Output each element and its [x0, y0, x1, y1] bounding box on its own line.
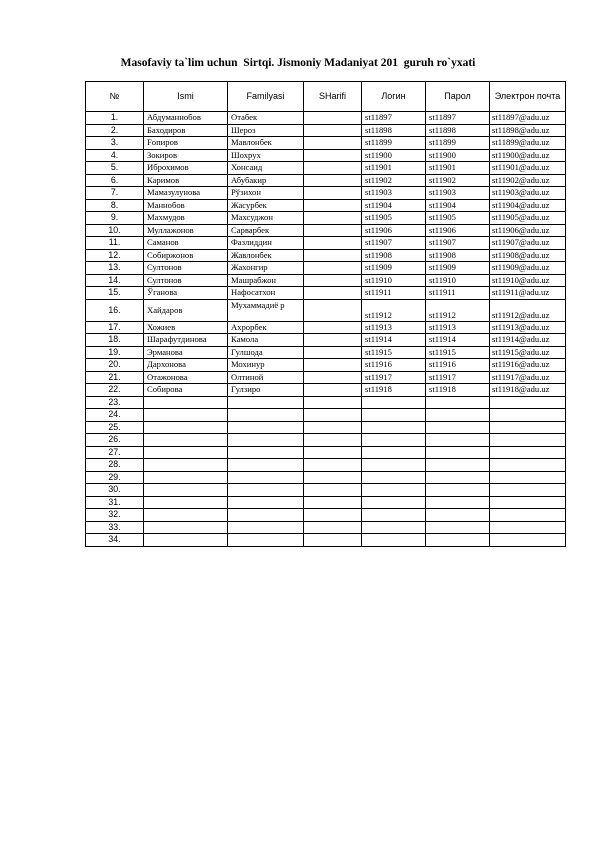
cell-parol: st11902: [426, 174, 490, 187]
cell-number: 13.: [86, 262, 144, 275]
cell-sharifi: [304, 521, 362, 534]
cell-number: 34.: [86, 534, 144, 547]
table-row: [86, 321, 566, 334]
cell-email: st11903@adu.uz: [490, 187, 566, 200]
cell-login: st11912: [362, 299, 426, 321]
cell-login: [362, 446, 426, 459]
cell-familiyasi: [228, 409, 304, 422]
cell-sharifi: [304, 446, 362, 459]
cell-email: [490, 396, 566, 409]
cell-familiyasi: Махсуджон: [228, 212, 304, 225]
table-row: [86, 521, 566, 534]
cell-login: st11905: [362, 212, 426, 225]
table-row: [86, 149, 566, 162]
cell-familiyasi: [228, 446, 304, 459]
cell-email: [490, 484, 566, 497]
cell-sharifi: [304, 187, 362, 200]
cell-email: [490, 434, 566, 447]
cell-sharifi: [304, 371, 362, 384]
cell-email: st11913@adu.uz: [490, 321, 566, 334]
cell-number: 33.: [86, 521, 144, 534]
cell-parol: [426, 521, 490, 534]
cell-email: [490, 521, 566, 534]
cell-parol: [426, 446, 490, 459]
table-row: [86, 299, 566, 321]
cell-familiyasi: Рўзихон: [228, 187, 304, 200]
table-row: [86, 224, 566, 237]
cell-number: 29.: [86, 471, 144, 484]
cell-email: st11912@adu.uz: [490, 299, 566, 321]
cell-parol: st11905: [426, 212, 490, 225]
cell-familiyasi: Гулзиро: [228, 384, 304, 397]
table-row: [86, 371, 566, 384]
cell-sharifi: [304, 359, 362, 372]
table-row: [86, 199, 566, 212]
table-row: [86, 509, 566, 522]
cell-familiyasi: Абубакир: [228, 174, 304, 187]
cell-number: 7.: [86, 187, 144, 200]
cell-familiyasi: Сарварбек: [228, 224, 304, 237]
cell-email: st11909@adu.uz: [490, 262, 566, 275]
cell-number: 31.: [86, 496, 144, 509]
cell-sharifi: [304, 237, 362, 250]
table-row: [86, 446, 566, 459]
cell-familiyasi: Шохрух: [228, 149, 304, 162]
cell-login: st11918: [362, 384, 426, 397]
cell-number: 12.: [86, 249, 144, 262]
table-row: [86, 334, 566, 347]
cell-parol: st11918: [426, 384, 490, 397]
cell-sharifi: [304, 174, 362, 187]
cell-parol: st11911: [426, 287, 490, 300]
cell-number: 8.: [86, 199, 144, 212]
cell-parol: st11913: [426, 321, 490, 334]
cell-parol: st11901: [426, 162, 490, 175]
cell-number: 10.: [86, 224, 144, 237]
header-email: Электрон почта: [490, 82, 566, 112]
cell-login: [362, 421, 426, 434]
cell-login: [362, 484, 426, 497]
cell-email: st11911@adu.uz: [490, 287, 566, 300]
cell-ismi: Хайдаров: [144, 299, 228, 321]
table-row: [86, 187, 566, 200]
header-ismi: Ismi: [144, 82, 228, 112]
cell-number: 9.: [86, 212, 144, 225]
table-body: [86, 112, 566, 547]
cell-number: 21.: [86, 371, 144, 384]
cell-familiyasi: [228, 396, 304, 409]
cell-ismi: Отажонова: [144, 371, 228, 384]
header-parol: Парол: [426, 82, 490, 112]
cell-login: st11915: [362, 346, 426, 359]
cell-familiyasi: Жавлонбек: [228, 249, 304, 262]
cell-email: st11899@adu.uz: [490, 137, 566, 150]
cell-familiyasi: Хонсаид: [228, 162, 304, 175]
cell-login: st11906: [362, 224, 426, 237]
cell-parol: st11907: [426, 237, 490, 250]
cell-familiyasi: Камола: [228, 334, 304, 347]
cell-email: st11908@adu.uz: [490, 249, 566, 262]
cell-sharifi: [304, 334, 362, 347]
cell-ismi: Муллажонов: [144, 224, 228, 237]
cell-number: 19.: [86, 346, 144, 359]
cell-parol: [426, 396, 490, 409]
table-row: [86, 471, 566, 484]
cell-familiyasi: Шероз: [228, 124, 304, 137]
cell-sharifi: [304, 199, 362, 212]
cell-login: [362, 471, 426, 484]
cell-ismi: Собиржонов: [144, 249, 228, 262]
cell-login: [362, 496, 426, 509]
cell-sharifi: [304, 534, 362, 547]
cell-sharifi: [304, 287, 362, 300]
cell-parol: [426, 421, 490, 434]
cell-ismi: [144, 534, 228, 547]
cell-login: [362, 534, 426, 547]
cell-parol: [426, 434, 490, 447]
cell-parol: st11917: [426, 371, 490, 384]
cell-number: 5.: [86, 162, 144, 175]
cell-login: st11898: [362, 124, 426, 137]
cell-login: st11917: [362, 371, 426, 384]
table-row: [86, 212, 566, 225]
cell-parol: st11904: [426, 199, 490, 212]
cell-sharifi: [304, 409, 362, 422]
cell-email: [490, 446, 566, 459]
cell-sharifi: [304, 249, 362, 262]
table-row: [86, 484, 566, 497]
cell-sharifi: [304, 274, 362, 287]
cell-ismi: [144, 396, 228, 409]
cell-ismi: Шарафутдинова: [144, 334, 228, 347]
cell-ismi: Зокиров: [144, 149, 228, 162]
cell-sharifi: [304, 484, 362, 497]
cell-parol: st11912: [426, 299, 490, 321]
cell-ismi: [144, 446, 228, 459]
cell-email: [490, 459, 566, 472]
cell-parol: [426, 484, 490, 497]
cell-email: st11902@adu.uz: [490, 174, 566, 187]
cell-number: 16.: [86, 299, 144, 321]
cell-login: st11908: [362, 249, 426, 262]
cell-parol: st11898: [426, 124, 490, 137]
cell-ismi: Собирова: [144, 384, 228, 397]
table-row: [86, 409, 566, 422]
cell-parol: st11914: [426, 334, 490, 347]
table-row: [86, 496, 566, 509]
cell-number: 4.: [86, 149, 144, 162]
cell-sharifi: [304, 124, 362, 137]
cell-number: 24.: [86, 409, 144, 422]
cell-parol: st11897: [426, 112, 490, 125]
cell-number: 25.: [86, 421, 144, 434]
cell-login: [362, 409, 426, 422]
cell-email: [490, 496, 566, 509]
table-row: [86, 249, 566, 262]
table-row: [86, 287, 566, 300]
header-familiyasi: Familyasi: [228, 82, 304, 112]
cell-email: [490, 534, 566, 547]
cell-login: st11907: [362, 237, 426, 250]
cell-ismi: [144, 459, 228, 472]
cell-email: st11904@adu.uz: [490, 199, 566, 212]
cell-email: st11901@adu.uz: [490, 162, 566, 175]
cell-familiyasi: Фазлиддин: [228, 237, 304, 250]
table-row: [86, 124, 566, 137]
cell-ismi: [144, 509, 228, 522]
cell-email: st11906@adu.uz: [490, 224, 566, 237]
table-header-row: [86, 82, 566, 112]
cell-ismi: Саманов: [144, 237, 228, 250]
cell-parol: st11906: [426, 224, 490, 237]
cell-login: [362, 459, 426, 472]
cell-login: st11901: [362, 162, 426, 175]
cell-ismi: Султонов: [144, 274, 228, 287]
cell-email: [490, 421, 566, 434]
cell-login: st11911: [362, 287, 426, 300]
table-row: [86, 384, 566, 397]
cell-number: 18.: [86, 334, 144, 347]
cell-login: st11897: [362, 112, 426, 125]
page-title: Masofaviy ta`lim uchun Sirtqi. Jismoniy Madaniyat 201 guruh ro`yxati: [120, 57, 476, 69]
table-row: [86, 262, 566, 275]
cell-sharifi: [304, 299, 362, 321]
cell-parol: st11900: [426, 149, 490, 162]
cell-sharifi: [304, 112, 362, 125]
cell-email: [490, 509, 566, 522]
cell-ismi: Махмудов: [144, 212, 228, 225]
cell-parol: [426, 534, 490, 547]
cell-parol: st11909: [426, 262, 490, 275]
cell-ismi: [144, 496, 228, 509]
cell-sharifi: [304, 459, 362, 472]
table-row: [86, 534, 566, 547]
cell-familiyasi: Гулшода: [228, 346, 304, 359]
cell-email: st11910@adu.uz: [490, 274, 566, 287]
cell-sharifi: [304, 224, 362, 237]
cell-number: 26.: [86, 434, 144, 447]
cell-sharifi: [304, 496, 362, 509]
cell-number: 2.: [86, 124, 144, 137]
cell-email: st11900@adu.uz: [490, 149, 566, 162]
cell-familiyasi: Жасурбек: [228, 199, 304, 212]
cell-sharifi: [304, 434, 362, 447]
cell-email: st11907@adu.uz: [490, 237, 566, 250]
cell-familiyasi: [228, 421, 304, 434]
cell-sharifi: [304, 321, 362, 334]
cell-familiyasi: Мохинур: [228, 359, 304, 372]
cell-ismi: Эрманова: [144, 346, 228, 359]
cell-ismi: [144, 409, 228, 422]
cell-familiyasi: [228, 434, 304, 447]
cell-familiyasi: Мухаммадиё р: [228, 299, 304, 321]
cell-number: 1.: [86, 112, 144, 125]
cell-email: st11898@adu.uz: [490, 124, 566, 137]
cell-login: st11900: [362, 149, 426, 162]
table-row: [86, 346, 566, 359]
cell-email: st11914@adu.uz: [490, 334, 566, 347]
cell-parol: st11915: [426, 346, 490, 359]
cell-ismi: Мамазулунова: [144, 187, 228, 200]
cell-familiyasi: [228, 496, 304, 509]
cell-familiyasi: Жахонгир: [228, 262, 304, 275]
cell-familiyasi: Ахрорбек: [228, 321, 304, 334]
table-row: [86, 459, 566, 472]
cell-number: 17.: [86, 321, 144, 334]
cell-parol: [426, 409, 490, 422]
cell-ismi: [144, 421, 228, 434]
cell-number: 22.: [86, 384, 144, 397]
cell-familiyasi: [228, 459, 304, 472]
cell-login: [362, 509, 426, 522]
cell-login: [362, 434, 426, 447]
cell-familiyasi: [228, 484, 304, 497]
cell-number: 15.: [86, 287, 144, 300]
cell-sharifi: [304, 149, 362, 162]
cell-login: st11910: [362, 274, 426, 287]
cell-number: 3.: [86, 137, 144, 150]
cell-ismi: [144, 521, 228, 534]
cell-number: 20.: [86, 359, 144, 372]
cell-familiyasi: [228, 509, 304, 522]
header-number: №: [86, 82, 144, 112]
cell-login: st11913: [362, 321, 426, 334]
cell-sharifi: [304, 212, 362, 225]
cell-ismi: Абдуманнобов: [144, 112, 228, 125]
cell-number: 27.: [86, 446, 144, 459]
cell-ismi: Дархонова: [144, 359, 228, 372]
student-roster-table: [85, 81, 566, 547]
cell-number: 14.: [86, 274, 144, 287]
table-row: [86, 174, 566, 187]
cell-sharifi: [304, 396, 362, 409]
cell-ismi: Баходиров: [144, 124, 228, 137]
cell-familiyasi: Машрабжон: [228, 274, 304, 287]
cell-login: st11914: [362, 334, 426, 347]
cell-ismi: [144, 471, 228, 484]
cell-parol: [426, 471, 490, 484]
header-sharifi: SHarifi: [304, 82, 362, 112]
cell-sharifi: [304, 262, 362, 275]
cell-number: 32.: [86, 509, 144, 522]
cell-ismi: Хожиев: [144, 321, 228, 334]
cell-ismi: Fопиров: [144, 137, 228, 150]
table-row: [86, 396, 566, 409]
table-row: [86, 421, 566, 434]
cell-login: [362, 521, 426, 534]
table-row: [86, 137, 566, 150]
cell-familiyasi: [228, 534, 304, 547]
cell-email: [490, 409, 566, 422]
cell-ismi: Султонов: [144, 262, 228, 275]
cell-parol: [426, 509, 490, 522]
cell-parol: st11910: [426, 274, 490, 287]
cell-ismi: [144, 434, 228, 447]
cell-sharifi: [304, 509, 362, 522]
cell-sharifi: [304, 162, 362, 175]
table-row: [86, 359, 566, 372]
cell-parol: [426, 459, 490, 472]
cell-ismi: Иброхимов: [144, 162, 228, 175]
cell-parol: st11908: [426, 249, 490, 262]
cell-login: [362, 396, 426, 409]
cell-familiyasi: [228, 521, 304, 534]
cell-parol: st11903: [426, 187, 490, 200]
cell-familiyasi: Олтиной: [228, 371, 304, 384]
cell-email: [490, 471, 566, 484]
header-login: Логин: [362, 82, 426, 112]
cell-number: 6.: [86, 174, 144, 187]
cell-ismi: [144, 484, 228, 497]
cell-login: st11903: [362, 187, 426, 200]
table-row: [86, 237, 566, 250]
cell-ismi: Каримов: [144, 174, 228, 187]
cell-login: st11909: [362, 262, 426, 275]
cell-email: st11905@adu.uz: [490, 212, 566, 225]
cell-ismi: Маннобов: [144, 199, 228, 212]
table-row: [86, 162, 566, 175]
cell-ismi: Ўганова: [144, 287, 228, 300]
cell-sharifi: [304, 346, 362, 359]
cell-sharifi: [304, 471, 362, 484]
cell-sharifi: [304, 384, 362, 397]
cell-number: 11.: [86, 237, 144, 250]
cell-email: st11918@adu.uz: [490, 384, 566, 397]
cell-email: st11916@adu.uz: [490, 359, 566, 372]
cell-familiyasi: Мавлонбек: [228, 137, 304, 150]
table-row: [86, 434, 566, 447]
cell-sharifi: [304, 137, 362, 150]
cell-familiyasi: [228, 471, 304, 484]
cell-familiyasi: Нафосатхон: [228, 287, 304, 300]
cell-email: st11897@adu.uz: [490, 112, 566, 125]
cell-number: 30.: [86, 484, 144, 497]
cell-number: 28.: [86, 459, 144, 472]
cell-parol: [426, 496, 490, 509]
cell-login: st11902: [362, 174, 426, 187]
cell-login: st11916: [362, 359, 426, 372]
table-row: [86, 112, 566, 125]
cell-login: st11904: [362, 199, 426, 212]
cell-familiyasi: Отабек: [228, 112, 304, 125]
cell-number: 23.: [86, 396, 144, 409]
cell-email: st11917@adu.uz: [490, 371, 566, 384]
cell-email: st11915@adu.uz: [490, 346, 566, 359]
cell-login: st11899: [362, 137, 426, 150]
cell-parol: st11899: [426, 137, 490, 150]
cell-parol: st11916: [426, 359, 490, 372]
table-row: [86, 274, 566, 287]
cell-sharifi: [304, 421, 362, 434]
